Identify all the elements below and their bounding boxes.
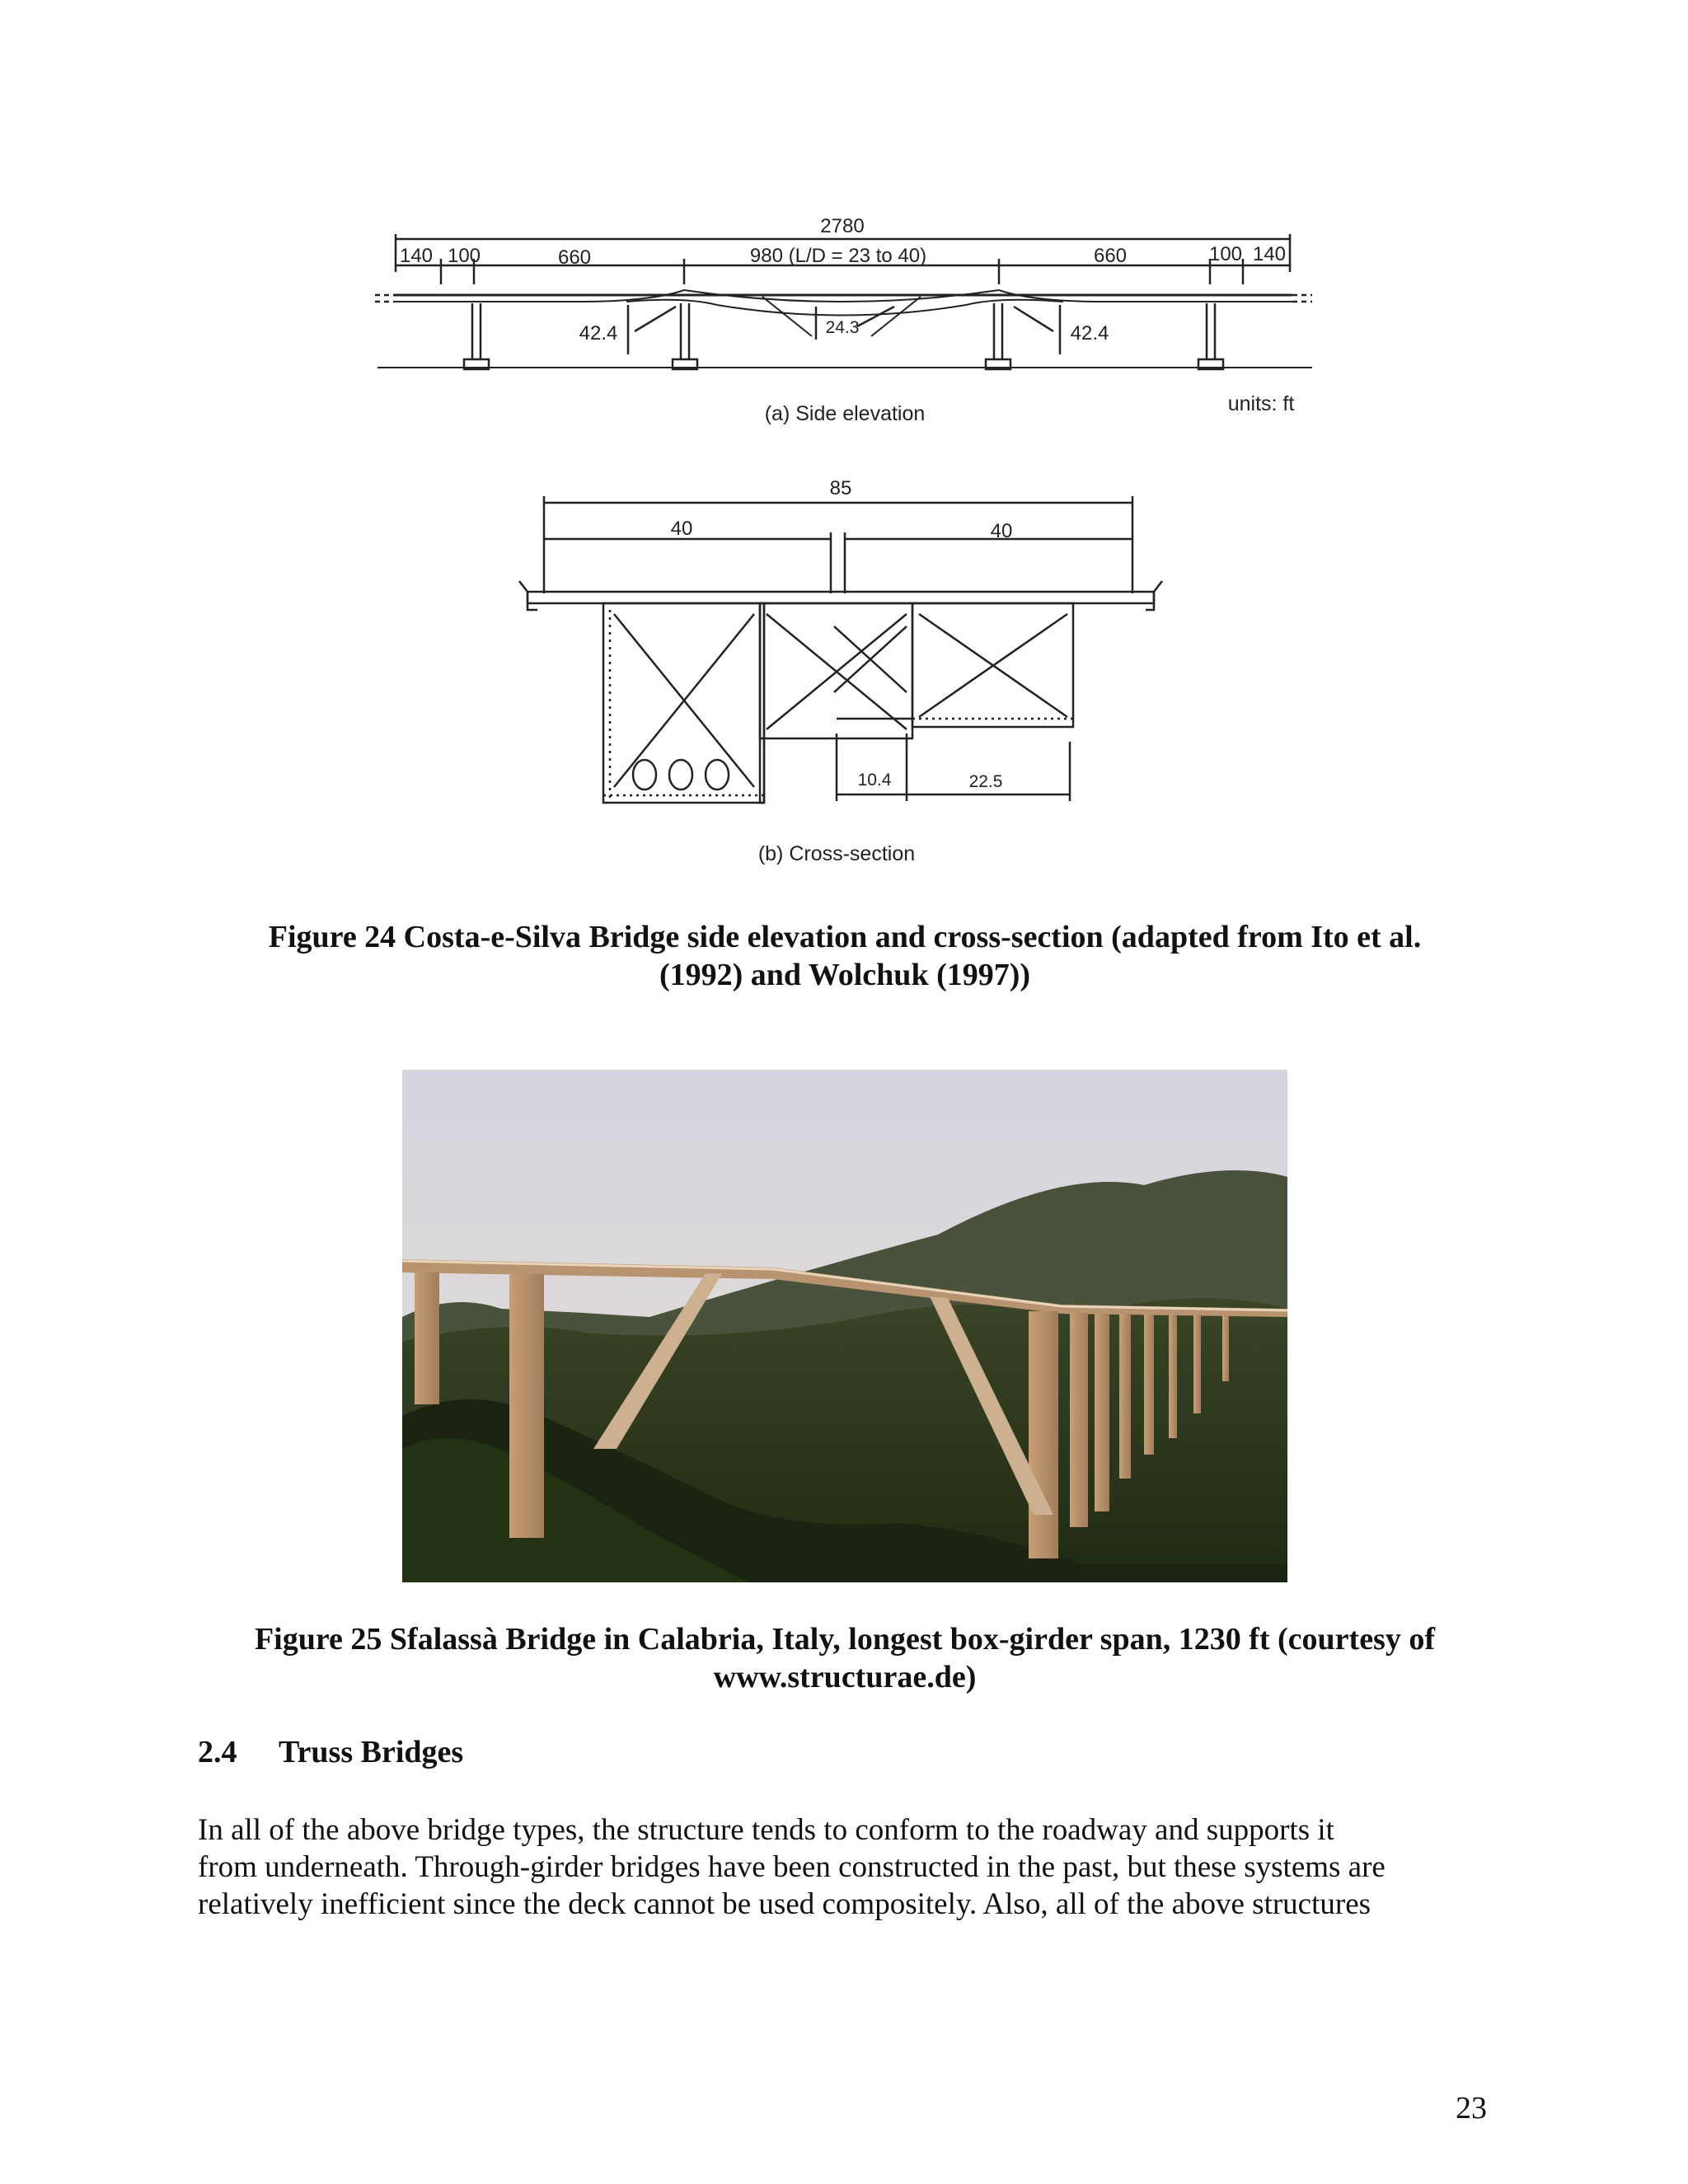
section-number: 2.4	[198, 1735, 237, 1769]
span-dim-140-left: 140	[399, 245, 434, 267]
cross-section-overall-width: 85	[829, 477, 852, 499]
paragraph-line-2: from underneath. Through-girder bridges have been constructed in the past, but these systems are	[198, 1850, 1386, 1884]
span-dim-660-left: 660	[557, 246, 592, 269]
figure-25-caption	[190, 1620, 1500, 1696]
paragraph-line-1: In all of the above bridge types, the structure tends to conform to the roadway and supports it	[198, 1813, 1334, 1847]
figure-24-caption-line2: (1992) and Wolchuk (1997))	[659, 958, 1031, 992]
cross-section-half-right: 40	[990, 520, 1013, 542]
page-number: 23	[1456, 2091, 1487, 2125]
body-paragraph	[198, 1811, 1500, 1923]
figure-25-caption-line1: Figure 25 Sfalassà Bridge in Calabria, Italy, longest box-girder span, 1230 ft (courtesy of	[254, 1622, 1436, 1657]
span-dim-main: 980 (L/D = 23 to 40)	[749, 245, 927, 267]
elevation-subcaption: (a) Side elevation	[764, 402, 926, 425]
figure-24-caption-line1: Figure 24 Costa-e-Silva Bridge side elevation and cross-section (adapted from Ito et al.	[268, 920, 1422, 954]
cross-section-dim-10-4: 10.4	[857, 771, 892, 790]
cross-section-dim-22-5: 22.5	[968, 772, 1003, 791]
figure-24-cross-section	[0, 0, 1688, 874]
paragraph-line-3: relatively inefficient since the deck cannot be used compositely. Also, all of the above structures	[198, 1887, 1372, 1921]
depth-mid-label: 24.3	[825, 318, 860, 337]
depth-right-label: 42.4	[1070, 322, 1109, 344]
cross-section-half-left: 40	[670, 518, 693, 540]
units-label: units: ft	[1227, 392, 1295, 415]
depth-left-label: 42.4	[579, 322, 618, 344]
section-heading	[198, 1734, 463, 1770]
span-dim-660-right: 660	[1093, 245, 1128, 267]
span-dim-100-left: 100	[447, 245, 481, 267]
sfalassa-bridge-photo	[402, 1070, 1287, 1582]
span-dim-100-right: 100	[1208, 243, 1243, 265]
figure-25-caption-line2: www.structurae.de)	[713, 1660, 977, 1694]
elevation-overall-dim: 2780	[820, 215, 865, 237]
span-dim-140-right: 140	[1252, 243, 1287, 265]
cross-section-subcaption: (b) Cross-section	[757, 842, 916, 865]
section-title: Truss Bridges	[279, 1735, 464, 1769]
figure-24-caption	[190, 918, 1500, 994]
